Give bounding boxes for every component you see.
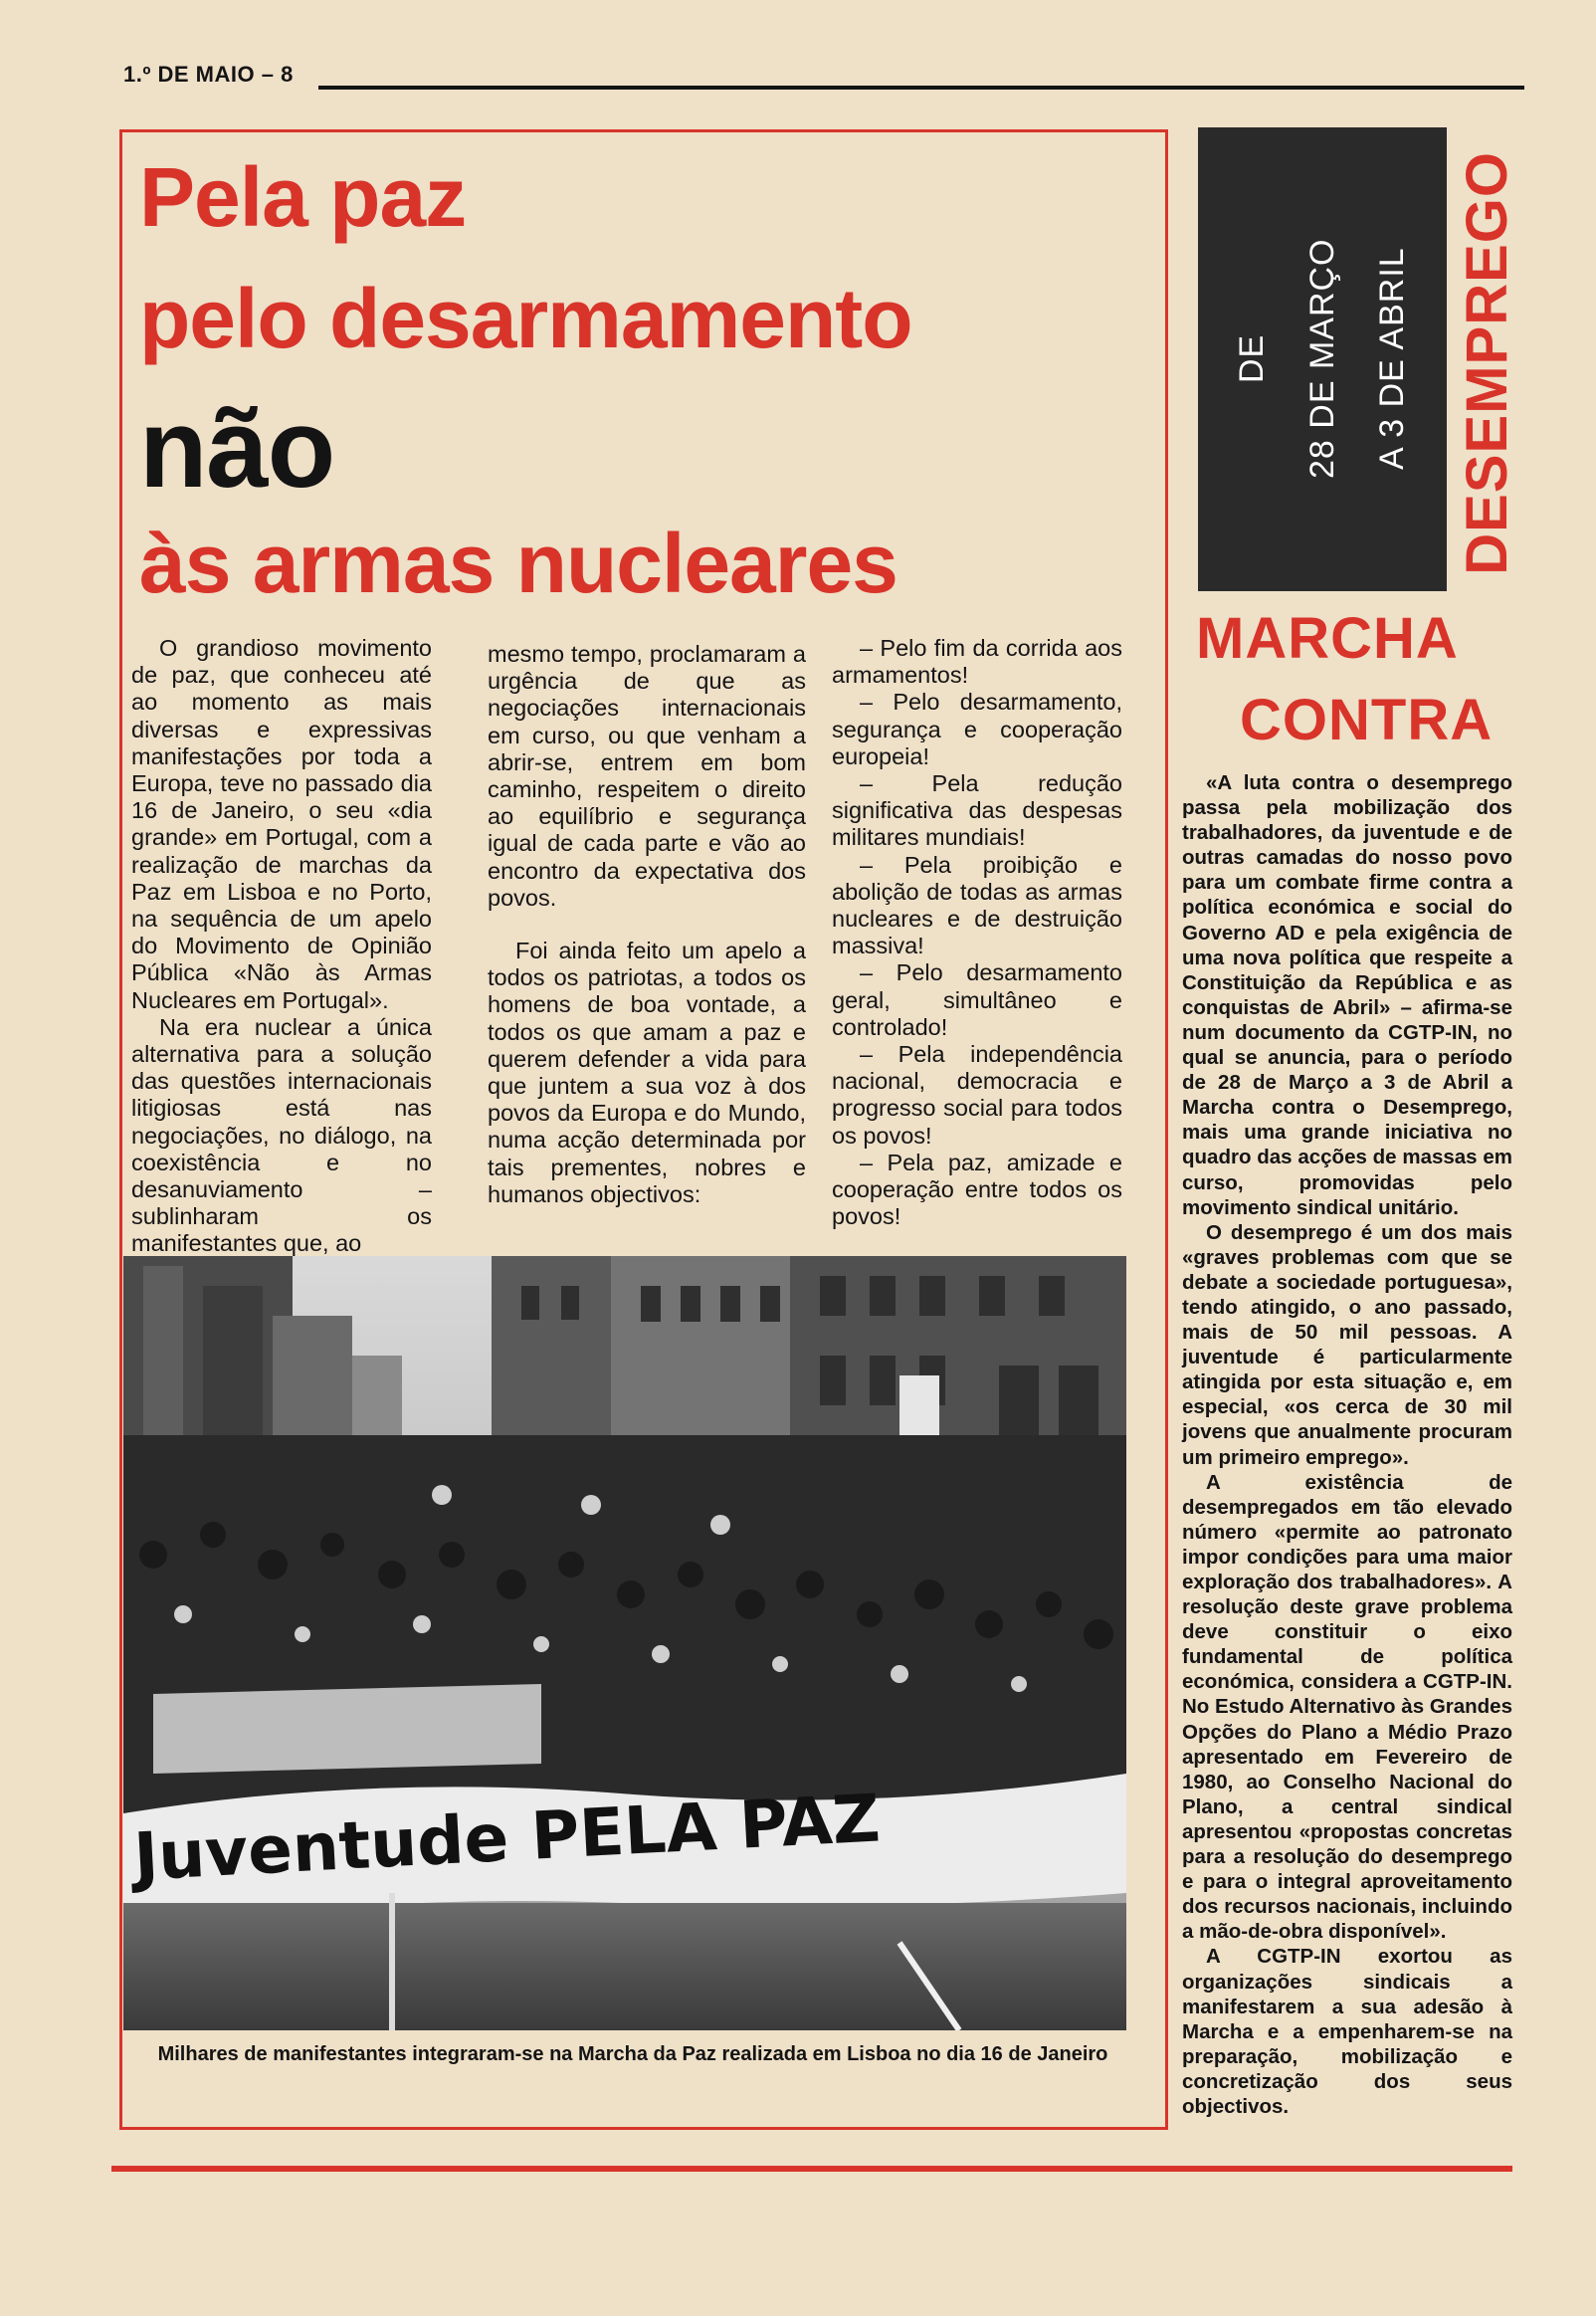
header-rule	[318, 86, 1524, 90]
slogan: – Pela independência nacional, democracia e progresso social para todos os povos!	[832, 1041, 1122, 1149]
article-column-1	[131, 635, 432, 1258]
paragraph: «A luta contra o desemprego passa pela mobilização dos trabalhadores, da juventude e de outras camadas do nosso povo para um combate firme contra a política económica e social do Governo AD e pela exigência de uma nova política que respeite a Constituição da República e as conquistas de Abril» – afirma-se num documento da CGTP-IN, no qual se anuncia, para o período de 28 de Março a 3 de Abril a Marcha contra o Desemprego, mais uma grande iniciativa no quadro das acções de massas em curso, promovidas pelo movimento sindical unitário.	[1182, 771, 1512, 1219]
title-marcha: MARCHA	[1196, 606, 1459, 671]
dates-line-3: A 3 DE ABRIL	[1373, 247, 1411, 470]
headline-line-3: não	[139, 386, 335, 511]
paragraph: O desemprego é um dos mais «graves problemas com que se debate a sociedade portuguesa», tendo atingido, o ano passado, mais de 50 mil pessoas. A juventude é particularmente atingida por esta situação e, em especial, «os cerca de 30 mil jovens que anualmente procuram um primeiro emprego».	[1182, 1220, 1512, 1469]
banner-text: Juventude PELA PAZ	[131, 1780, 883, 1896]
paragraph: Na era nuclear a única alternativa para a solução das questões internacionais litigiosas está nas negociações, no diálogo, na coexistência e no desanuviamento – sublinharam os manifestantes que, ao	[131, 1013, 432, 1257]
slogan: – Pelo desarmamento geral, simultâneo e controlado!	[832, 959, 1122, 1040]
paragraph: A existência de desempregados em tão elevado número «permite ao patronato impor condições para uma maior exploração dos trabalhadores». A resolução deste grave problema deve constituir o eixo fundamental de política económica, considera a CGTP-IN. No Estudo Alternativo às Grandes Opções do Plano a Médio Prazo apresentado em Fevereiro de 1980, ao Conselho Nacional do Plano, a central sindical apresentou «propostas concretas para a resolução do desemprego e para o integral aproveitamento dos recursos nacionais, incluindo a mão-de-obra disponível».	[1182, 1470, 1512, 1944]
article-column-2	[488, 641, 806, 1208]
paragraph: Foi ainda feito um apelo a todos os patriotas, a todos os homens de boa vontade, a todos os que amam a paz e querem defender a vida para que juntem a sua voz à dos povos da Europa e do Mundo, numa acção determinada por tais prementes, nobres e humanos objectivos:	[488, 938, 806, 1207]
paragraph: A CGTP-IN exortou as organizações sindicais a manifestarem a sua adesão à Marcha e a empenharem-se na preparação, mobilização e concretização dos seus objectivos.	[1182, 1945, 1512, 2118]
vertical-title-text: DESEMPREGO	[1454, 151, 1519, 575]
paragraph: O grandioso movimento de paz, que conheceu até ao momento as mais diversas e expressivas manifestações por toda a Europa, teve no passado dia 16 de Janeiro, o seu «dia grande» em Portugal, com a realização de marchas da Paz em Lisboa e no Porto, na sequência de um apelo do Movimento de Opinião Pública «Não às Armas Nucleares em Portugal».	[131, 635, 432, 1013]
march-photo	[123, 1256, 1126, 2030]
march-photo-illustration	[123, 1256, 1126, 2030]
headline-line-4: às armas nucleares	[139, 517, 898, 610]
article2-column	[1182, 770, 1512, 2119]
headline-line-2: pelo desarmamento	[139, 272, 912, 365]
dates-line-1: DE	[1233, 333, 1271, 383]
headline-line-1: Pela paz	[139, 150, 467, 244]
page-header-label: 1.º DE MAIO – 8	[123, 62, 294, 87]
slogan: – Pela redução significativa das despesas militares mundiais!	[832, 770, 1122, 851]
bottom-rule	[111, 2166, 1512, 2172]
slogan: – Pelo desarmamento, segurança e cooperação europeia!	[832, 689, 1122, 769]
title-contra: CONTRA	[1240, 688, 1494, 752]
photo-caption: Milhares de manifestantes integraram-se na Marcha da Paz realizada em Lisboa no dia 16 de Janeiro	[157, 2043, 1108, 2065]
slogan: – Pelo fim da corrida aos armamentos!	[832, 635, 1122, 689]
article-column-3	[832, 635, 1122, 1230]
slogan: – Pela paz, amizade e cooperação entre todos os povos!	[832, 1149, 1122, 1230]
dates-line-2: 28 DE MARÇO	[1302, 238, 1341, 479]
slogan: – Pela proibição e abolição de todas as armas nucleares e de destruição massiva!	[832, 851, 1122, 959]
vertical-title	[1455, 129, 1518, 597]
paragraph: mesmo tempo, proclamaram a urgência de que as negociações internacionais em curso, ou que venham a abrir-se, entrem em bom caminho, respeitem o direito ao equilíbrio e segurança igual de cada parte e vão ao encontro da expectativa dos povos.	[488, 641, 806, 911]
dates-text	[1233, 139, 1412, 577]
